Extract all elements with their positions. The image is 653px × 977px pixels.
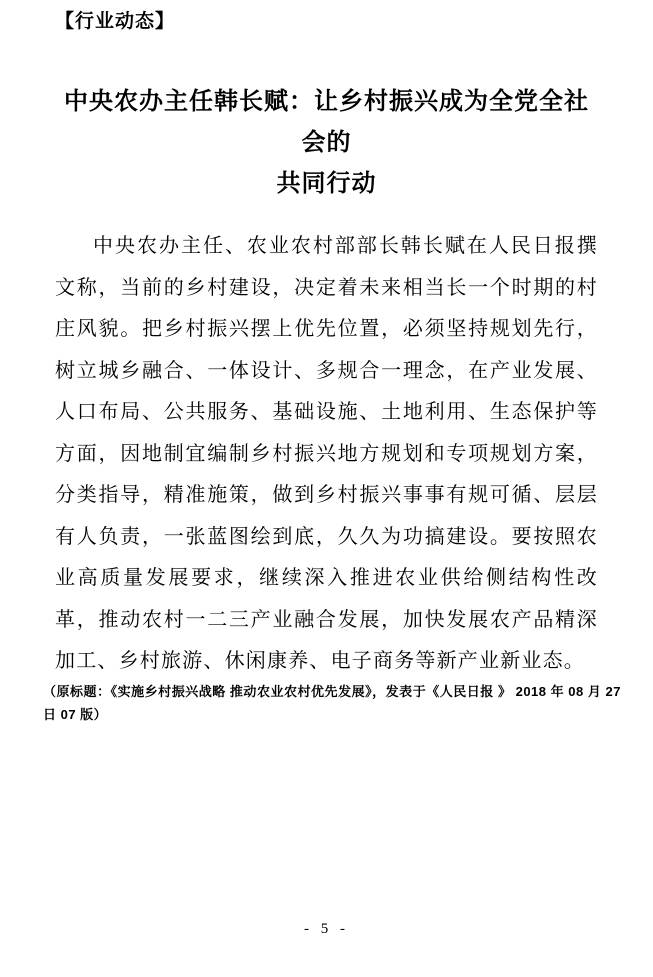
article-title-line-1: 中央农办主任韩长赋：让乡村振兴成为全党全社会的 [64,89,589,156]
article-title-line-2: 共同行动 [276,171,377,197]
section-tag: 【行业动态】 [55,11,176,32]
page-number: - 5 - [304,921,349,937]
citation-note: （原标题：《实施乡村振兴战略 推动农业农村优先发展》，发表于《人民日报 》 2018 年 08 月 27 日 07 版） [43,684,621,722]
article-body: 中央农办主任、农业农村部部长韩长赋在人民日报撰文称，当前的乡村建设，决定着未来相当长一个时期的村庄风貌。把乡村振兴摆上优先位置，必须坚持规划先行，树立城乡融合、一体设计、多规合一理念，在产业发展、人口布局、公共服务、基础设施、土地利用、生态保护等方面，因地制宜编制乡村振兴地方规划和专项规划方案，分类指导，精准施策，做到乡村振兴事事有规可循、层层有人负责，一张蓝图绘到底，久久为功搞建设。要按照农业高质量发展要求，继续深入推进农业供给侧结构性改革，推动农村一二三产业融合发展，加快发展农产品精深加工、乡村旅游、休闲康养、电子商务等新产业新业态。 [55,235,598,672]
article-title [55,82,598,205]
